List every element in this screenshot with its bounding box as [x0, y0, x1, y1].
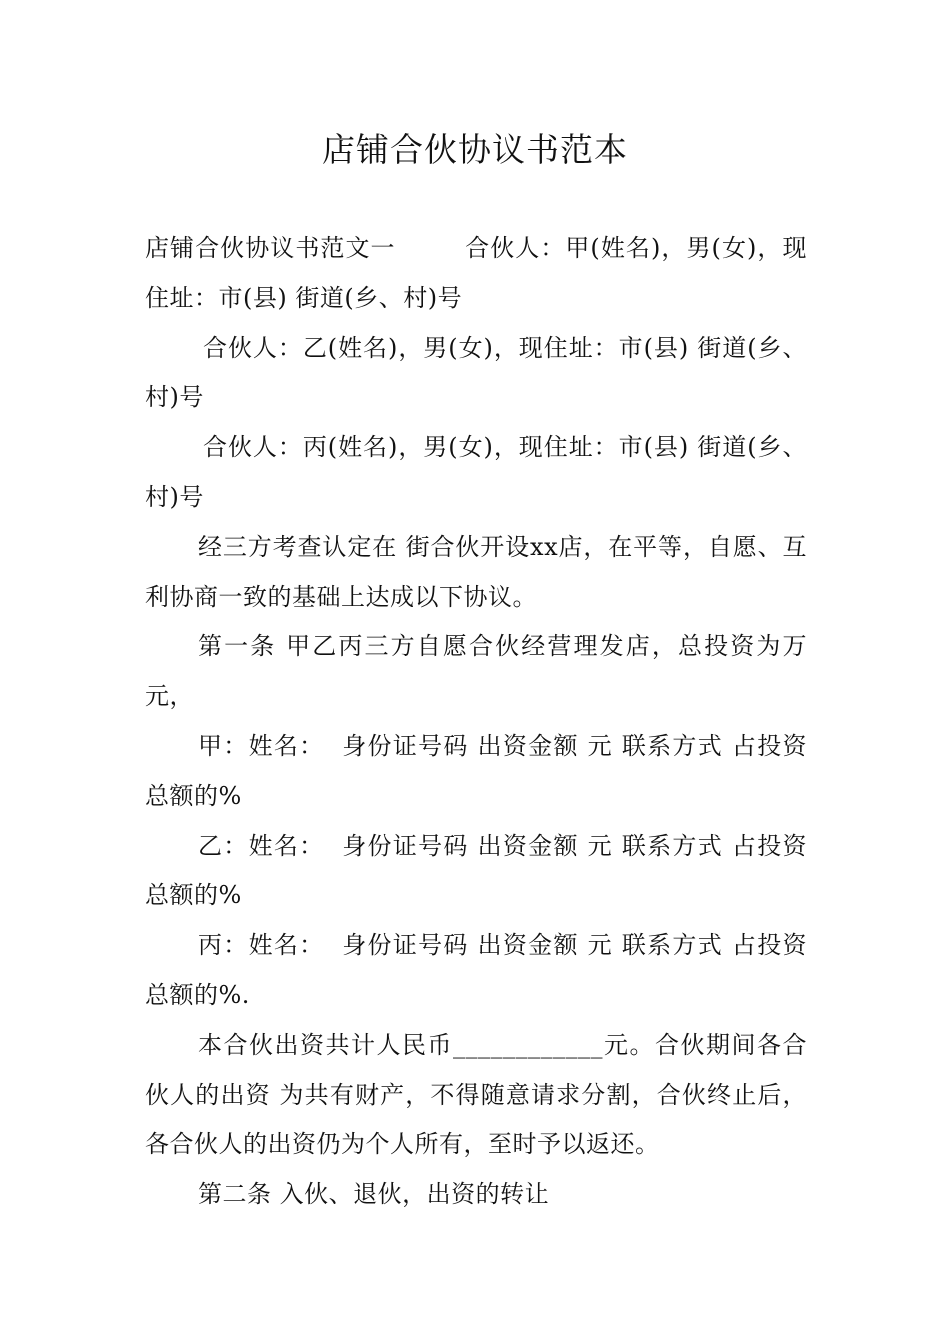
paragraph-partner-c: 合伙人：丙(姓名)，男(女)，现住址：市(县) 街道(乡、村)号	[145, 433, 807, 511]
paragraph-investor-a: 甲：姓名： 身份证号码 出资金额 元 联系方式 占投资总额的%	[145, 731, 807, 810]
paragraph-article-2: 第二条 入伙、退伙，出资的转让	[198, 1180, 550, 1209]
document-body	[145, 224, 807, 1220]
paragraph-investor-b: 乙：姓名： 身份证号码 出资金额 元 联系方式 占投资总额的%	[145, 831, 807, 910]
paragraph-investor-c: 丙：姓名： 身份证号码 出资金额 元 联系方式 占投资总额的%.	[145, 931, 807, 1009]
paragraph-intro-partner-a: 店铺合伙协议书范文一 合伙人：甲(姓名)，男(女)，现住址：市(县) 街道(乡、村)号	[145, 234, 807, 312]
paragraph-agreement-basis: 经三方考查认定在 街合伙开设xx店，在平等，自愿、互利协商一致的基础上达成以下协议。	[145, 532, 807, 611]
document-title: 店铺合伙协议书范本	[322, 130, 628, 169]
paragraph-total-capital: 本合伙出资共计人民币____________元。合伙期间各合伙人的出资 为共有财产，不得随意请求分割，合伙终止后，各合伙人的出资仍为个人所有，至时予以返还。	[145, 1030, 807, 1159]
paragraph-article-1: 第一条 甲乙丙三方自愿合伙经营理发店，总投资为万元，	[145, 632, 807, 711]
paragraph-partner-b: 合伙人：乙(姓名)，男(女)，现住址：市(县) 街道(乡、村)号	[145, 333, 807, 412]
